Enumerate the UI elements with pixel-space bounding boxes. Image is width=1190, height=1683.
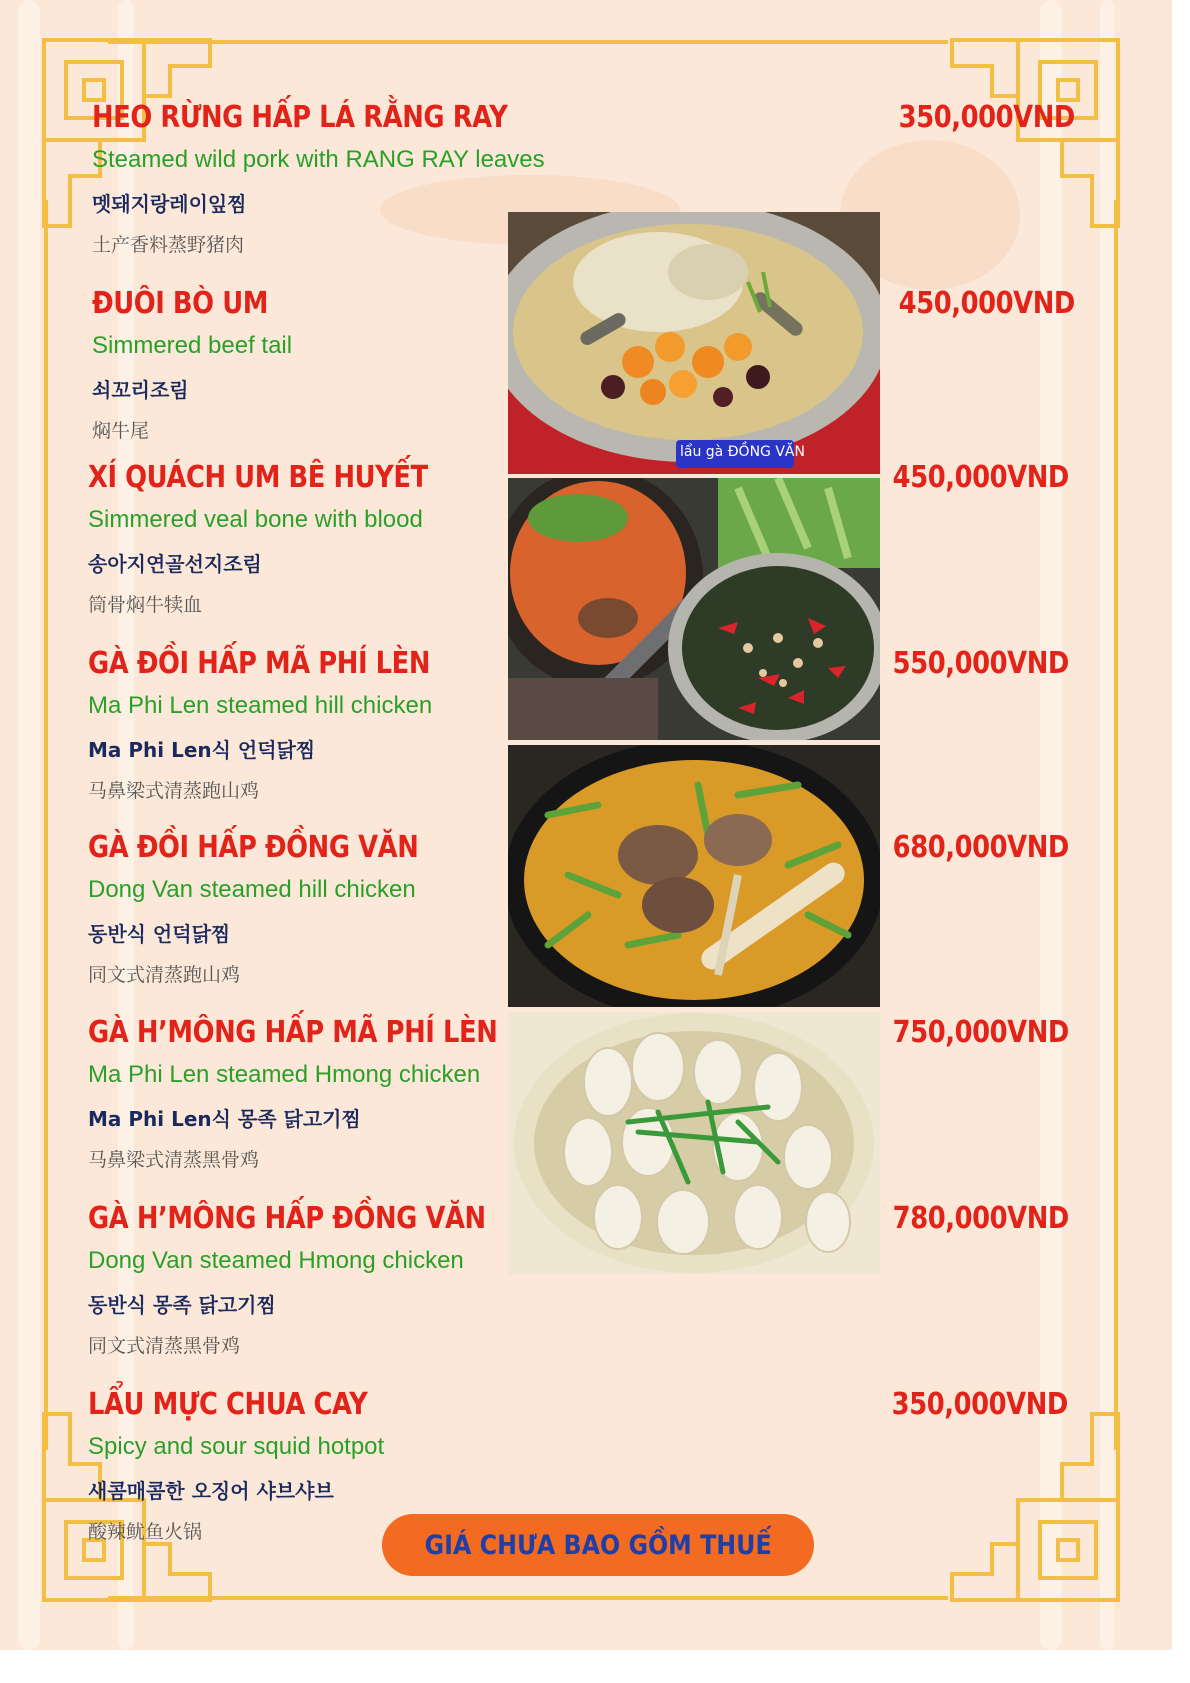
dish-name-chinese: 马鼻梁式清蒸黑骨鸡	[88, 1149, 260, 1171]
dish-name: HEO RỪNG HẤP LÁ RẰNG RAY	[92, 100, 508, 135]
frame-bottom-border	[108, 1596, 948, 1600]
dish-name: GÀ H’MÔNG HẤP ĐỒNG VĂN	[88, 1201, 486, 1236]
dish-name-korean: Ma Phi Len식 몽족 닭고기찜	[88, 1107, 361, 1131]
dish-name-english: Simmered beef tail	[92, 332, 293, 359]
dish-price: 750,000VND	[892, 1015, 1069, 1050]
dish-photo-chicken-hotpot	[508, 212, 880, 474]
dish-name-chinese: 焖牛尾	[92, 420, 150, 442]
dish-name-english: Spicy and sour squid hotpot	[88, 1433, 385, 1460]
dish-price: 780,000VND	[892, 1201, 1069, 1236]
dish-name-korean: 동반식 몽족 닭고기찜	[88, 1293, 276, 1317]
dish-price: 450,000VND	[892, 460, 1069, 495]
dish-name: XÍ QUÁCH UM BÊ HUYẾT	[88, 460, 428, 495]
dish-name: GÀ ĐỒI HẤP ĐỒNG VĂN	[88, 830, 419, 865]
dish-name-english: Ma Phi Len steamed hill chicken	[88, 692, 433, 719]
dish-price: 350,000VND	[891, 1387, 1068, 1422]
frame-top-border	[108, 40, 948, 44]
dish-name-korean: 동반식 언덕닭찜	[88, 922, 231, 946]
dish-name-korean: Ma Phi Len식 언덕닭찜	[88, 738, 316, 762]
dish-name-chinese: 马鼻梁式清蒸跑山鸡	[88, 780, 260, 802]
dish-name-korean: 쇠꼬리조림	[92, 378, 189, 402]
dish-name-korean: 송아지연골선지조림	[88, 552, 262, 576]
dish-name-chinese: 同文式清蒸跑山鸡	[88, 964, 241, 986]
dish-name-chinese: 筒骨焖牛犊血	[88, 594, 203, 616]
dish-name-english: Ma Phi Len steamed Hmong chicken	[88, 1061, 481, 1088]
dish-name-korean: 새콤매콤한 오징어 샤브샤브	[88, 1479, 334, 1503]
dish-name-korean: 멧돼지랑레이잎찜	[92, 192, 247, 216]
dish-name-english: Simmered veal bone with blood	[88, 506, 423, 533]
dish-price: 350,000VND	[898, 100, 1075, 135]
dish-name: GÀ H’MÔNG HẤP MÃ PHÍ LÈN	[88, 1015, 498, 1050]
dish-photo-beef-stew-and-salad	[508, 478, 880, 740]
tax-note-text: GIÁ CHƯA BAO GỒM THUẾ	[424, 1529, 772, 1561]
dish-price: 550,000VND	[892, 646, 1069, 681]
tax-note-badge	[382, 1514, 814, 1576]
dish-name-english: Dong Van steamed hill chicken	[88, 876, 416, 903]
dish-photo-beef-tail-soup	[508, 745, 880, 1007]
dish-price: 680,000VND	[892, 830, 1069, 865]
dish-name: ĐUÔI BÒ UM	[92, 286, 268, 321]
dish-price: 450,000VND	[898, 286, 1075, 321]
dish-name-english: Dong Van steamed Hmong chicken	[88, 1247, 464, 1274]
dish-name: LẨU MỰC CHUA CAY	[88, 1387, 368, 1422]
dish-name-chinese: 酸辣鱿鱼火锅	[88, 1521, 203, 1543]
dish-name: GÀ ĐỒI HẤP MÃ PHÍ LÈN	[88, 646, 431, 681]
dish-name-chinese: 同文式清蒸黑骨鸡	[88, 1335, 241, 1357]
photo-caption: lẩu gà ĐỒNG VĂN	[680, 444, 805, 460]
dish-name-english: Steamed wild pork with RANG RAY leaves	[92, 146, 545, 173]
dish-name-chinese: 土产香料蒸野猪肉	[92, 234, 245, 256]
dish-photo-pork-intestine-soup	[508, 1012, 880, 1274]
